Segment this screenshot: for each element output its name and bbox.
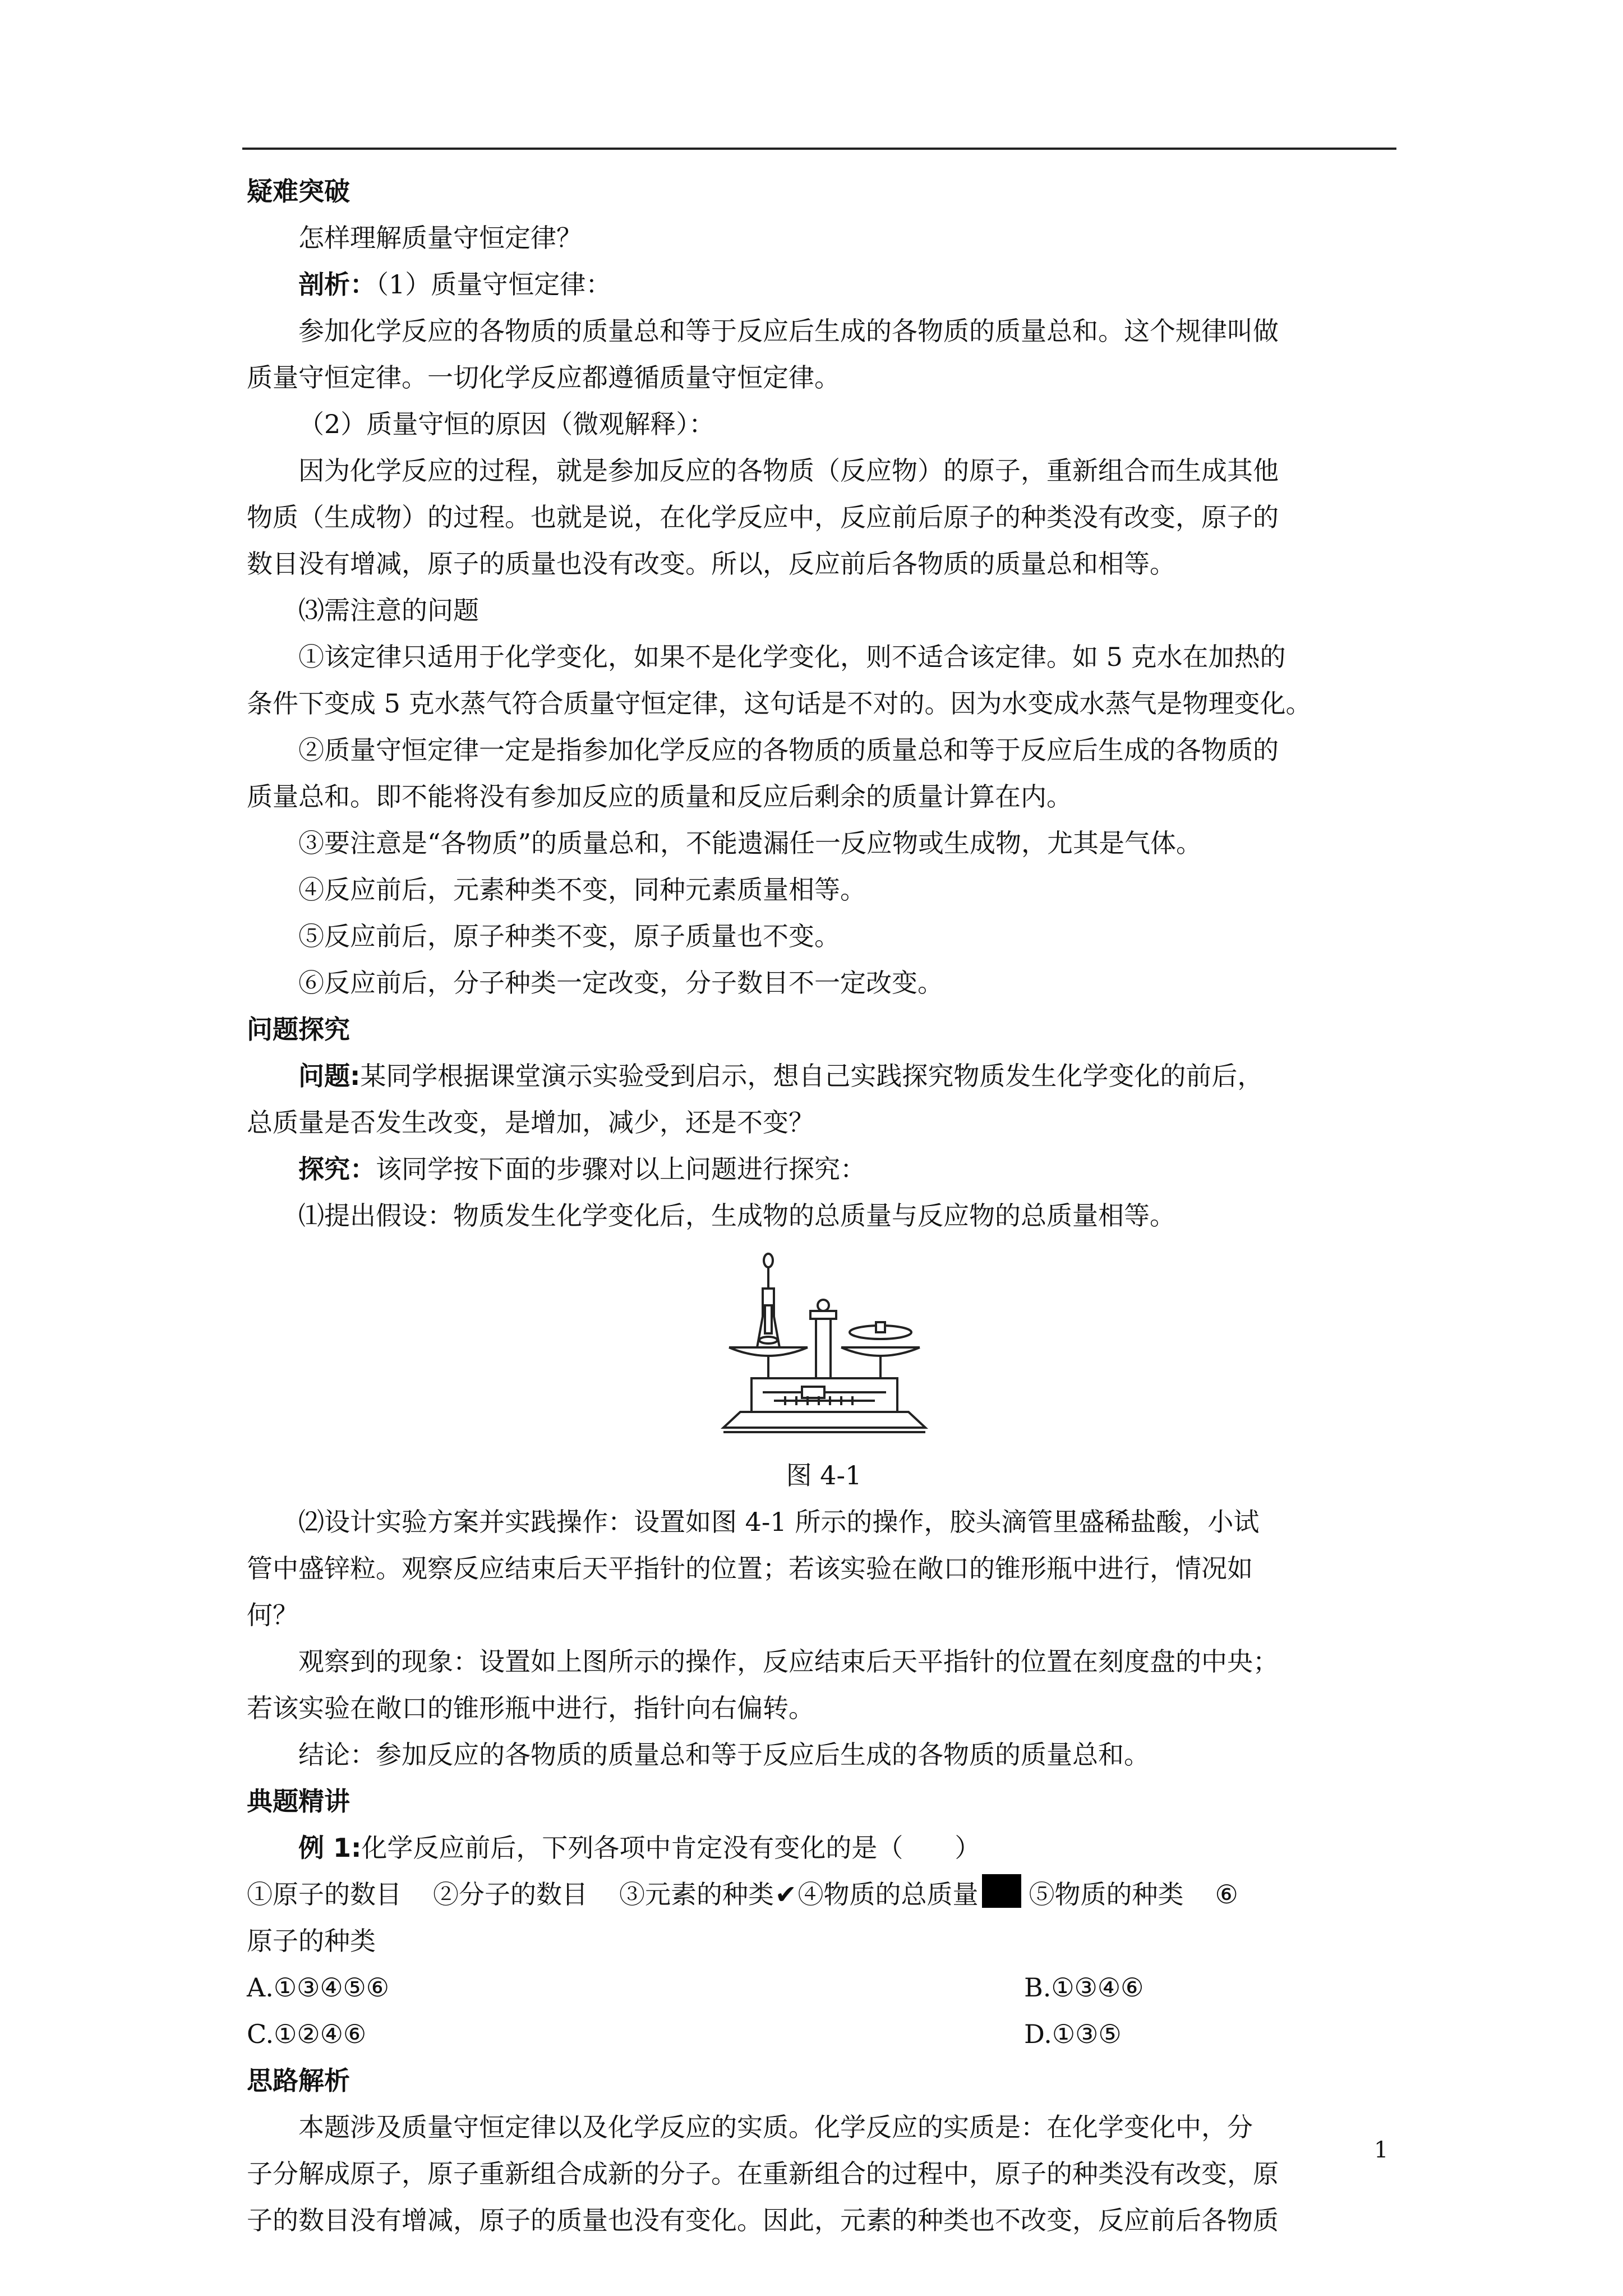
note-item: ④反应前后，元素种类不变，同种元素质量相等。 bbox=[298, 875, 866, 905]
example-label: 例 1: bbox=[298, 1833, 362, 1863]
note-item: ①该定律只适用于化学变化，如果不是化学变化，则不适合该定律。如 5 克水在加热的 bbox=[298, 642, 1286, 672]
black-box-icon bbox=[982, 1874, 1021, 1908]
options-row bbox=[247, 1964, 1401, 2011]
note-item: ⑤反应前后，原子种类不变，原子质量也不变。 bbox=[298, 921, 840, 951]
example-stem-text: 化学反应前后，下列各项中肯定没有变化的是（ ） bbox=[361, 1833, 981, 1863]
note-item: ③要注意是“各物质”的质量总和，不能遗漏任一反应物或生成物，尤其是气体。 bbox=[298, 828, 1202, 858]
item-6-text: 原子的种类 bbox=[247, 1926, 376, 1956]
paragraph-line: 数目没有增减，原子的质量也没有改变。所以，反应前后各物质的质量总和相等。 bbox=[247, 549, 1175, 579]
problem-text: 某同学根据课堂演示实验受到启示，想自己实践探究物质发生化学变化的前后， bbox=[360, 1061, 1264, 1091]
option-d: D.①③⑤ bbox=[1024, 2019, 1122, 2049]
check-mark-icon: ✔ bbox=[775, 1879, 797, 1910]
balance-figure bbox=[247, 1239, 1401, 1452]
option-a: A.①③④⑤⑥ bbox=[247, 1972, 390, 2003]
explore-line bbox=[247, 1146, 1401, 1193]
observation-line: 观察到的现象：设置如上图所示的操作，反应结束后天平指针的位置在刻度盘的中央； bbox=[298, 1646, 1279, 1677]
question-text: 怎样理解质量守恒定律？ bbox=[298, 223, 582, 253]
section-heading-examples: 典题精讲 bbox=[247, 1786, 350, 1816]
paragraph-line: 因为化学反应的过程，就是参加反应的各物质（反应物）的原子，重新组合而生成其他 bbox=[298, 455, 1279, 486]
page-number: 1 bbox=[1374, 2137, 1389, 2163]
header-rule bbox=[242, 148, 1396, 150]
options-row bbox=[247, 2011, 1401, 2058]
item-5: ⑤物质的种类 bbox=[1029, 1879, 1184, 1910]
paragraph-line: 参加化学反应的各物质的质量总和等于反应后生成的各物质的质量总和。这个规律叫做 bbox=[298, 316, 1279, 346]
step-1: ⑴提出假设：物质发生化学变化后，生成物的总质量与反应物的总质量相等。 bbox=[298, 1200, 1175, 1231]
example-stem bbox=[247, 1825, 1401, 1871]
reason-title: （2）质量守恒的原因（微观解释）： bbox=[298, 409, 715, 439]
note-item: 条件下变成 5 克水蒸气符合质量守恒定律，这句话是不对的。因为水变成水蒸气是物理变化。 bbox=[247, 688, 1312, 719]
note-item: ②质量守恒定律一定是指参加化学反应的各物质的质量总和等于反应后生成的各物质的 bbox=[298, 735, 1279, 765]
option-c: C.①②④⑥ bbox=[247, 2019, 367, 2049]
law-title: （1）质量守恒定律： bbox=[376, 269, 612, 300]
explore-label: 探究： bbox=[298, 1154, 376, 1184]
notes-title: ⑶需注意的问题 bbox=[298, 595, 479, 625]
document-body bbox=[247, 168, 1401, 2244]
analysis-line: 本题涉及质量守恒定律以及化学反应的实质。化学反应的实质是：在化学变化中，分 bbox=[298, 2112, 1253, 2142]
paragraph-line: 质量守恒定律。一切化学反应都遵循质量守恒定律。 bbox=[247, 362, 840, 393]
section-heading-inquiry: 问题探究 bbox=[247, 1014, 350, 1045]
item-3: ③元素的种类 bbox=[619, 1879, 774, 1910]
analysis-line: 子的数目没有增减，原子的质量也没有变化。因此，元素的种类也不改变，反应前后各物质 bbox=[247, 2205, 1279, 2235]
step-2: 管中盛锌粒。观察反应结束后天平指针的位置；若该实验在敞口的锥形瓶中进行，情况如 bbox=[247, 1553, 1253, 1584]
step-2: 何？ bbox=[247, 1600, 298, 1630]
note-item: 质量总和。即不能将没有参加反应的质量和反应后剩余的质量计算在内。 bbox=[247, 781, 1072, 812]
conclusion-line: 结论：参加反应的各物质的质量总和等于反应后生成的各物质的质量总和。 bbox=[298, 1740, 1150, 1770]
analysis-line: 子分解成原子，原子重新组合成新的分子。在重新组合的过程中，原子的种类没有改变，原 bbox=[247, 2159, 1279, 2189]
note-item: ⑥反应前后，分子种类一定改变，分子数目不一定改变。 bbox=[298, 968, 943, 998]
paragraph-line: 物质（生成物）的过程。也就是说，在化学反应中，反应前后原子的种类没有改变，原子的 bbox=[247, 502, 1279, 532]
item-4: ④物质的总质量 bbox=[797, 1879, 979, 1910]
section-heading-difficult: 疑难突破 bbox=[247, 176, 350, 206]
problem-label: 问题: bbox=[298, 1061, 361, 1091]
item-1: ①原子的数目 bbox=[247, 1879, 402, 1910]
problem-line bbox=[247, 1053, 1401, 1099]
observation-line: 若该实验在敞口的锥形瓶中进行，指针向右偏转。 bbox=[247, 1693, 814, 1723]
step-2: ⑵设计实验方案并实践操作：设置如图 4-1 所示的操作，胶头滴管里盛稀盐酸，小试 bbox=[298, 1507, 1260, 1537]
item-6-marker: ⑥ bbox=[1215, 1879, 1238, 1910]
option-b: B.①③④⑥ bbox=[1024, 1972, 1144, 2003]
problem-line: 总质量是否发生改变，是增加，减少，还是不变？ bbox=[247, 1107, 814, 1138]
figure-caption: 图 4-1 bbox=[786, 1460, 862, 1490]
example-items bbox=[247, 1871, 1401, 1918]
balance-illustration bbox=[718, 1249, 931, 1440]
explore-text: 该同学按下面的步骤对以上问题进行探究： bbox=[376, 1154, 866, 1184]
analysis-subheading bbox=[247, 261, 1401, 308]
analysis-label: 剖析： bbox=[298, 269, 376, 300]
item-2: ②分子的数目 bbox=[433, 1879, 588, 1910]
section-heading-analysis: 思路解析 bbox=[247, 2065, 350, 2096]
